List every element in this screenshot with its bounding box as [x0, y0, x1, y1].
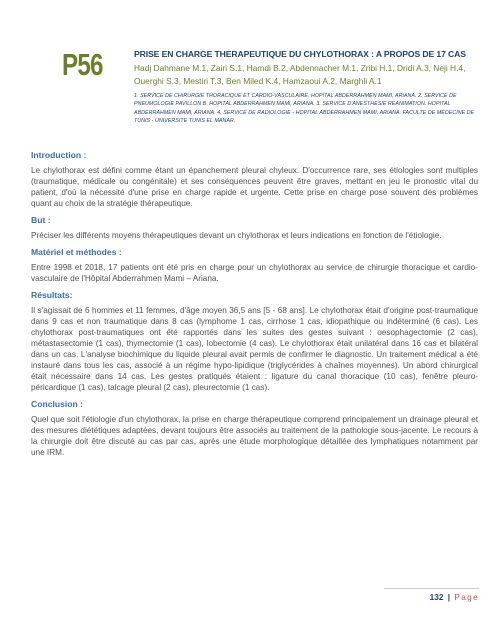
page-footer: [384, 588, 479, 602]
section-heading: Introduction :: [31, 150, 87, 160]
section-conclusion: [31, 399, 478, 458]
page-separator: |: [447, 592, 451, 602]
section-text: Préciser les différents moyens thérapeutiques devant un chylothorax et leurs indications en fonction de l'étiologie.: [31, 231, 442, 240]
poster-code: P56: [62, 47, 103, 82]
section-text: Il s'agissait de 6 hommes et 11 femmes, d'âge moyen 36,5 ans [5 - 68 ans]. Le chylothorax était d'origine post-traumatique dans 9 cas et non traumatique dans 8 cas (lymphome 1 cas, cirrhose 1 cas, idiopathique ou indéterminé (6 cas). Les chylothorax post-traumatiques ont été rapportés dans les suites des gestes suivant : oesophagectomie (2 cas), métastasectomie (1 cas), thymectomie (1 cas), lobectomie (4 cas). Le chylothorax était unilatéral dans 16 cas et bilatéral dans un cas. L'analyse biochimique du liquide pleural avait permis de confirmer le diagnostic. Un traitement médical a été instauré dans tous les cas, associé à un régime hypo-lipidique (triglycérides à chaînes moyennes). Un abord chirurgical était nécessaire dans 14 cas. Les gestes pratiqués étaient : ligature du canal thoracique (10 cas), fenêtre pleuro-péricardique (1 cas), talcage pleural (2 cas), pleurectomie (1 cas).: [31, 306, 478, 392]
section-text: Le chylothorax est défini comme étant un épanchement pleural chyleux. D'occurrence rare, ses étiologies sont multiples (traumatique, médicale ou congénitale) et ses conséquences peuvent être graves, mettant en jeu le pronostic vital du patient, d'où la nécessité d'une prise en charge rapide et urgente. Cette prise en charge pose souvent des problèmes quant au choix de la stratégie thérapeutique.: [31, 166, 478, 208]
section-introduction: [31, 150, 478, 209]
section-heading: Résultats:: [31, 290, 73, 300]
author-list: Hadj Dahmane M.1, Zairi S.1, Hamdi B.2, Abdennacher M.1, Zribi H.1, Dridi A.3, Neji H.4, Ouerghi S.3, Mestiri T.3, Ben Miled K.4, Hamzaoui A.2, Marghli A.1: [134, 63, 466, 86]
section-but: [31, 215, 478, 241]
section-text: Quel que soit l'étiologie d'un chylothorax, la prise en charge thérapeutique comprend principalement un drainage pleural et des mesures diététiques adaptées, devant toujours être associés au traitement de la pathologie sous-jacente. Le recours à la chirurgie doit être discuté au cas par cas, après une étude morphologique détaillée des lymphatiques notamment par une IRM.: [31, 415, 478, 457]
affiliations: 1. SERVICE DE CHIRURGIE THORACIQUE ET CARDIO-VASCULAIRE. HOPITAL ABDERRAHMEN MAMI, ARIANA. 2. SERVICE DE PNEUMOLOGIE PAVILLON B. HOPITAL ABDERRAHMEN MAMI, ARIANA. 3. SERVICE D'ANESTHESIE REANIMATION. HOPITAL ABDERRAHMEN MAMI, ARIANA. 4. SERVICE DE RADIOLOGIE - HOPITAL ABDERRAHMEN MAMI, ARIANA. FACULTE DE MEDECINE DE TUNIS - UNIVERSITE TUNIS EL MANAR.: [134, 93, 475, 124]
section-results: [31, 290, 478, 393]
article-title: PRISE EN CHARGE THERAPEUTIQUE DU CHYLOTHORAX : A PROPOS DE 17 CAS: [134, 49, 466, 59]
article-header: [134, 49, 479, 125]
article-body: [31, 150, 478, 464]
page-label: Page: [454, 592, 479, 602]
section-heading: Matériel et méthodes :: [31, 247, 122, 257]
section-heading: But :: [31, 215, 51, 225]
page-number: 132: [429, 592, 444, 602]
section-heading: Conclusion :: [31, 399, 84, 409]
section-methods: [31, 247, 478, 284]
section-text: Entre 1998 et 2018, 17 patients ont été pris en charge pour un chylothorax au service de chirurgie thoracique et cardio-vasculaire de l'Hôpital Abderrahmen Mami – Ariana.: [31, 263, 478, 283]
